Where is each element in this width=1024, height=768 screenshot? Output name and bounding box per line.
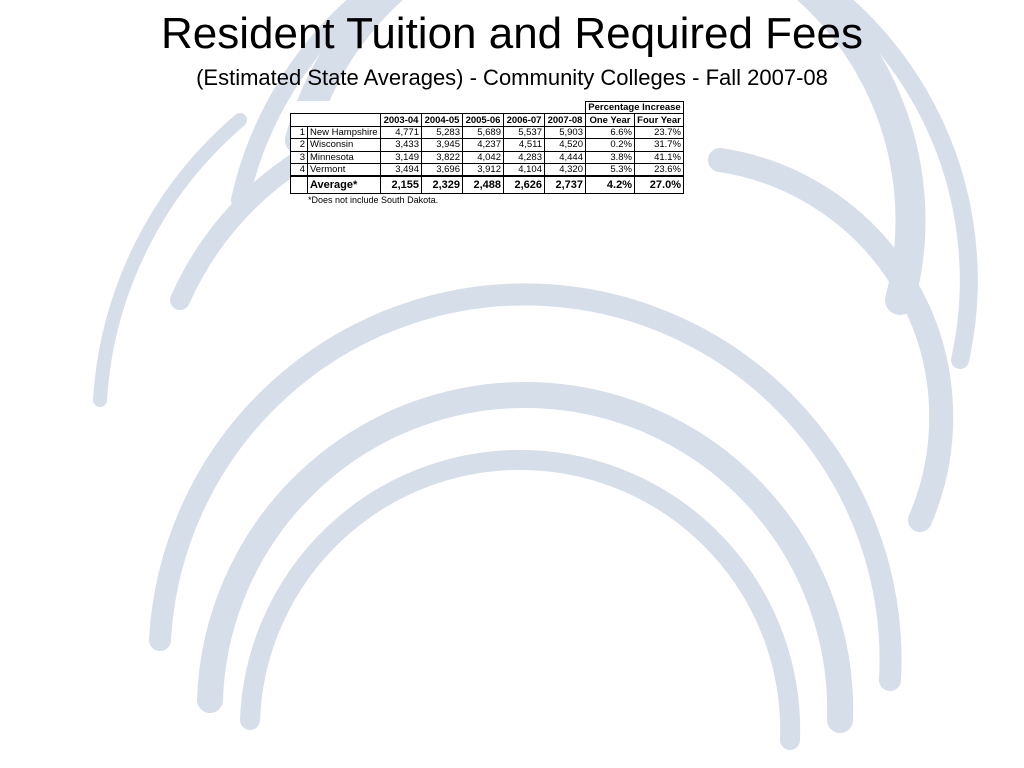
header-row-columns bbox=[291, 114, 684, 126]
value-cell: 5,903 bbox=[545, 126, 586, 138]
column-header: 2007-08 bbox=[545, 114, 586, 126]
average-row bbox=[291, 176, 684, 194]
value-cell: 23.6% bbox=[635, 163, 684, 176]
value-cell: 4,520 bbox=[545, 139, 586, 151]
value-cell: 3.8% bbox=[586, 151, 635, 163]
average-cell: 2,737 bbox=[545, 176, 586, 194]
value-cell: 3,149 bbox=[381, 151, 422, 163]
average-cell: 27.0% bbox=[635, 176, 684, 194]
value-cell: 0.2% bbox=[586, 139, 635, 151]
header-spacer bbox=[291, 102, 586, 114]
value-cell: 5,537 bbox=[504, 126, 545, 138]
value-cell: 41.1% bbox=[635, 151, 684, 163]
footnote: *Does not include South Dakota. bbox=[308, 195, 439, 206]
header-row-group bbox=[291, 102, 684, 114]
tuition-table-container bbox=[290, 101, 684, 205]
rank-cell: 2 bbox=[291, 139, 308, 151]
table-row bbox=[291, 139, 684, 151]
rank-cell: 4 bbox=[291, 163, 308, 176]
value-cell: 5.3% bbox=[586, 163, 635, 176]
value-cell: 4,042 bbox=[463, 151, 504, 163]
value-cell: 23.7% bbox=[635, 126, 684, 138]
slide-title: Resident Tuition and Required Fees bbox=[161, 9, 863, 58]
value-cell: 4,283 bbox=[504, 151, 545, 163]
header-blank bbox=[291, 114, 381, 126]
table-body bbox=[291, 126, 684, 176]
value-cell: 3,945 bbox=[422, 139, 463, 151]
value-cell: 4,320 bbox=[545, 163, 586, 176]
column-header: 2004-05 bbox=[422, 114, 463, 126]
column-header: One Year bbox=[586, 114, 635, 126]
column-header: 2006-07 bbox=[504, 114, 545, 126]
percentage-increase-header: Percentage Increase bbox=[586, 102, 684, 114]
state-cell: Vermont bbox=[308, 163, 381, 176]
value-cell: 4,104 bbox=[504, 163, 545, 176]
average-label: Average* bbox=[308, 176, 381, 194]
value-cell: 4,511 bbox=[504, 139, 545, 151]
average-cell: 2,155 bbox=[381, 176, 422, 194]
value-cell: 31.7% bbox=[635, 139, 684, 151]
column-header: 2005-06 bbox=[463, 114, 504, 126]
average-cell: 2,488 bbox=[463, 176, 504, 194]
state-cell: New Hampshire bbox=[308, 126, 381, 138]
value-cell: 3,912 bbox=[463, 163, 504, 176]
value-cell: 3,494 bbox=[381, 163, 422, 176]
average-cell: 4.2% bbox=[586, 176, 635, 194]
state-cell: Wisconsin bbox=[308, 139, 381, 151]
value-cell: 4,771 bbox=[381, 126, 422, 138]
tuition-table bbox=[290, 101, 684, 194]
rank-cell: 1 bbox=[291, 126, 308, 138]
table-row bbox=[291, 151, 684, 163]
column-header: Four Year bbox=[635, 114, 684, 126]
value-cell: 5,283 bbox=[422, 126, 463, 138]
table-row bbox=[291, 163, 684, 176]
slide-subtitle: (Estimated State Averages) - Community Colleges - Fall 2007-08 bbox=[196, 65, 828, 90]
column-header: 2003-04 bbox=[381, 114, 422, 126]
state-cell: Minnesota bbox=[308, 151, 381, 163]
table-row bbox=[291, 126, 684, 138]
average-cell: 2,329 bbox=[422, 176, 463, 194]
average-cell: 2,626 bbox=[504, 176, 545, 194]
value-cell: 4,237 bbox=[463, 139, 504, 151]
value-cell: 3,822 bbox=[422, 151, 463, 163]
value-cell: 3,433 bbox=[381, 139, 422, 151]
value-cell: 3,696 bbox=[422, 163, 463, 176]
value-cell: 4,444 bbox=[545, 151, 586, 163]
value-cell: 5,689 bbox=[463, 126, 504, 138]
rank-cell: 3 bbox=[291, 151, 308, 163]
value-cell: 6.6% bbox=[586, 126, 635, 138]
